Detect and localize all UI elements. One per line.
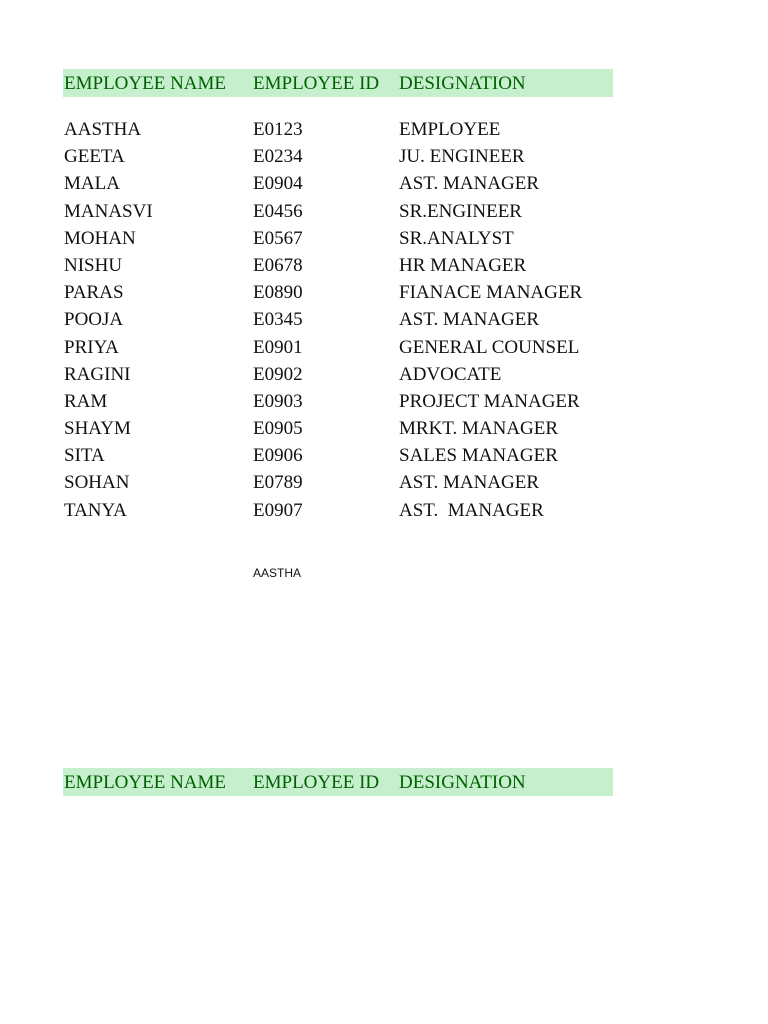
designation-cell: SR.ENGINEER [399, 200, 522, 222]
table-row [63, 116, 623, 143]
header-designation: DESIGNATION [399, 772, 526, 793]
header-designation: DESIGNATION [399, 73, 526, 94]
designation-cell: AST. MANAGER [399, 173, 540, 195]
designation-cell: AST. MANAGER [399, 472, 540, 494]
employee-name-cell: TANYA [64, 499, 127, 521]
employee-name-cell: RAM [64, 390, 108, 412]
employee-name-cell: PRIYA [64, 336, 119, 358]
header-row-top [63, 69, 613, 97]
employee-name-cell: MANASVI [64, 200, 153, 222]
designation-cell: SALES MANAGER [399, 445, 558, 467]
employee-name-cell: RAGINI [64, 363, 131, 385]
employee-id-cell: E0904 [253, 173, 303, 195]
employee-table [63, 116, 623, 524]
designation-cell: SR.ANALYST [399, 227, 514, 249]
designation-cell: FIANACE MANAGER [399, 282, 583, 304]
employee-name-cell: NISHU [64, 254, 123, 276]
employee-id-cell: E0456 [253, 200, 303, 222]
employee-id-cell: E0905 [253, 418, 303, 440]
table-row [63, 334, 623, 361]
header-employee-id: EMPLOYEE ID [253, 73, 380, 94]
table-row [63, 279, 623, 306]
header-employee-name: EMPLOYEE NAME [64, 73, 227, 94]
employee-id-cell: E0903 [253, 390, 303, 412]
table-row [63, 361, 623, 388]
employee-id-cell: E0901 [253, 336, 303, 358]
designation-cell: GENERAL COUNSEL [399, 336, 580, 358]
table-row [63, 225, 623, 252]
employee-id-cell: E0567 [253, 227, 303, 249]
designation-cell: MRKT. MANAGER [399, 418, 559, 440]
employee-name-cell: MOHAN [64, 227, 136, 249]
employee-name-cell: PARAS [64, 282, 124, 304]
table-row [63, 306, 623, 333]
table-row [63, 143, 623, 170]
designation-cell: ADVOCATE [399, 363, 502, 385]
employee-id-cell: E0345 [253, 309, 303, 331]
designation-cell: JU. ENGINEER [399, 146, 525, 168]
employee-name-cell: POOJA [64, 309, 124, 331]
employee-name-cell: SITA [64, 445, 105, 467]
employee-id-cell: E0890 [253, 282, 303, 304]
header-employee-id: EMPLOYEE ID [253, 772, 380, 793]
employee-id-cell: E0123 [253, 119, 303, 140]
table-row [63, 198, 623, 225]
employee-id-cell: E0902 [253, 363, 303, 385]
employee-name-cell: MALA [64, 173, 120, 195]
employee-id-cell: E0234 [253, 146, 303, 168]
employee-name-cell: SOHAN [64, 472, 130, 494]
designation-cell: HR MANAGER [399, 254, 527, 276]
designation-cell: AST. MANAGER [399, 309, 540, 331]
table-row [63, 252, 623, 279]
designation-cell: PROJECT MANAGER [399, 390, 580, 412]
employee-name-cell: AASTHA [64, 119, 142, 140]
table-row [63, 388, 623, 415]
note-cell: AASTHA [253, 566, 302, 580]
header-employee-name: EMPLOYEE NAME [64, 772, 227, 793]
header-row-bottom [63, 768, 613, 796]
employee-id-cell: E0906 [253, 445, 303, 467]
table-row [63, 497, 623, 524]
table-row [63, 469, 623, 496]
employee-id-cell: E0678 [253, 254, 303, 276]
employee-id-cell: E0789 [253, 472, 303, 494]
table-row [63, 415, 623, 442]
table-row [63, 170, 623, 197]
table-row [63, 442, 623, 469]
employee-id-cell: E0907 [253, 499, 303, 521]
designation-cell: AST. MANAGER [399, 499, 544, 521]
employee-name-cell: SHAYM [64, 418, 131, 440]
employee-name-cell: GEETA [64, 146, 125, 168]
designation-cell: EMPLOYEE [399, 119, 501, 140]
